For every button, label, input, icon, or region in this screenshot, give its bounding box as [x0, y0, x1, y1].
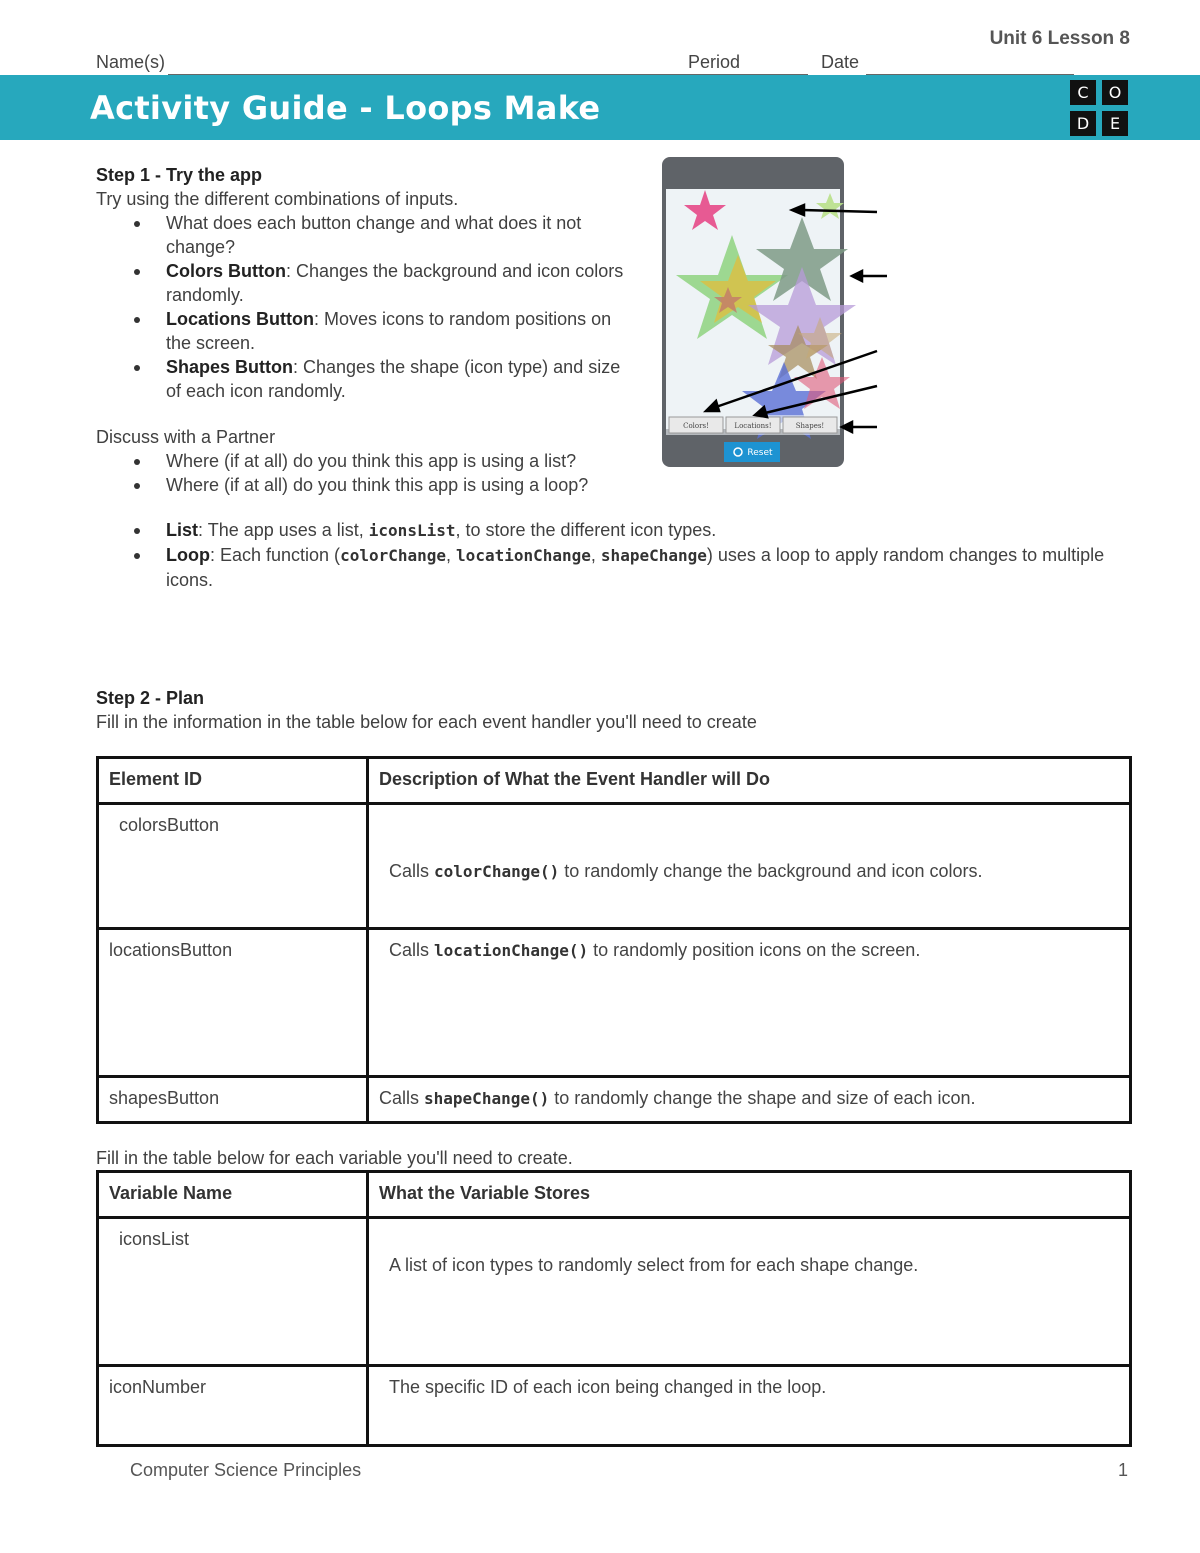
- variable-name-cell: iconsList: [98, 1218, 368, 1366]
- shapes-term: Shapes Button: [166, 357, 294, 377]
- cell-text: Calls: [389, 940, 435, 960]
- element-id-cell: shapesButton: [98, 1077, 368, 1123]
- step2-intro2: Fill in the table below for each variable you'll need to create.: [96, 1148, 573, 1168]
- list-item: [96, 543, 1136, 592]
- locations-term: Locations Button: [166, 309, 314, 329]
- table-row: [98, 1077, 1131, 1123]
- page-title: Activity Guide - Loops Make: [90, 89, 601, 127]
- description-cell: [368, 1077, 1131, 1123]
- app-screenshot: [662, 157, 892, 469]
- q1-text: What does each button change and what does it not change?: [166, 213, 582, 257]
- column-header: Element ID: [98, 758, 368, 804]
- colors-term: Colors Button: [166, 261, 286, 281]
- code-colorchange: colorChange: [340, 546, 447, 565]
- code-locationchange-call: locationChange(): [434, 941, 589, 960]
- code-shapechange-call: shapeChange(): [424, 1089, 550, 1108]
- date-label: Date: [821, 52, 860, 72]
- code-logo: [1070, 80, 1130, 136]
- discuss-q1: Where (if at all) do you think this app is using a list?: [166, 451, 577, 471]
- discuss-q2: Where (if at all) do you think this app is using a loop?: [166, 475, 589, 495]
- app-buttons[interactable]: [669, 417, 837, 433]
- table-row: [98, 929, 1131, 1077]
- description-cell: [368, 804, 1131, 929]
- list-term: List: [166, 520, 199, 540]
- logo-letter: D: [1070, 111, 1096, 136]
- loop-pre: : Each function (: [209, 545, 341, 565]
- name-label: Name(s): [96, 52, 166, 72]
- code-colorchange-call: colorChange(): [434, 862, 560, 881]
- code-locationchange: locationChange: [456, 546, 591, 565]
- page-number: 1: [1117, 1460, 1128, 1480]
- step2-section: [96, 686, 1136, 734]
- colors-button-label: Colors!: [683, 422, 709, 430]
- colors-desc: : Changes the background and icon colors randomly.: [166, 261, 624, 305]
- locations-button-label: Locations!: [734, 422, 772, 430]
- code-shapechange: shapeChange: [600, 546, 707, 565]
- title-banner: [0, 75, 1200, 140]
- loop-post: ) uses a loop to apply random changes to multiple icons.: [166, 545, 1105, 590]
- list-pre: : The app uses a list,: [198, 520, 369, 540]
- step2-heading: Step 2 - Plan: [96, 688, 205, 708]
- arrow-head-icon: [852, 271, 862, 281]
- element-id-cell: locationsButton: [98, 929, 368, 1077]
- step1-intro: Try using the different combinations of inputs.: [96, 189, 459, 209]
- column-header: Variable Name: [98, 1172, 368, 1218]
- code-iconslist: iconsList: [368, 521, 456, 540]
- list-item: [96, 449, 656, 473]
- answers-section: [96, 518, 1136, 592]
- unit-lesson-label: Unit 6 Lesson 8: [989, 28, 1130, 49]
- table-header-row: [98, 1172, 1131, 1218]
- shapes-button-label: Shapes!: [795, 422, 825, 430]
- name-period-date-row: [96, 52, 1076, 76]
- table-row: [98, 1218, 1131, 1366]
- variable-name-cell: iconNumber: [98, 1366, 368, 1446]
- discuss-heading: Discuss with a Partner: [96, 427, 276, 447]
- shapes-desc: : Changes the shape (icon type) and size of each icon randomly.: [166, 357, 621, 401]
- list-item: [96, 355, 626, 403]
- cell-text: to randomly change the shape and size of each icon.: [549, 1088, 976, 1108]
- column-header: Description of What the Event Handler will Do: [368, 758, 1131, 804]
- variables-table: [96, 1170, 1132, 1447]
- list-item: [96, 211, 626, 259]
- logo-letter: O: [1102, 80, 1128, 105]
- logo-letter: C: [1070, 80, 1096, 105]
- step1-heading: Step 1 - Try the app: [96, 165, 263, 185]
- element-id-cell: colorsButton: [98, 804, 368, 929]
- step2-intro: Fill in the information in the table below for each event handler you'll need to create: [96, 712, 757, 732]
- event-handler-table: [96, 756, 1132, 1124]
- description-cell: [368, 929, 1131, 1077]
- table-row: [98, 1366, 1131, 1446]
- locations-desc: : Moves icons to random positions on the screen.: [166, 309, 612, 353]
- list-item: [96, 473, 656, 497]
- period-label: Period: [688, 52, 741, 72]
- reset-button-label: Reset: [747, 448, 773, 458]
- column-header: What the Variable Stores: [368, 1172, 1131, 1218]
- separator: ,: [446, 545, 457, 565]
- cell-text: Calls: [379, 1088, 425, 1108]
- logo-letter: E: [1102, 111, 1128, 136]
- list-item: [96, 518, 1136, 543]
- loop-term: Loop: [166, 545, 210, 565]
- step1-section: [96, 163, 641, 497]
- list-item: [96, 259, 626, 307]
- list-post: , to store the different icon types.: [455, 520, 717, 540]
- cell-text: to randomly change the background and icon colors.: [559, 861, 983, 881]
- variable-desc-cell: The specific ID of each icon being changed in the loop.: [368, 1366, 1131, 1446]
- separator: ,: [590, 545, 601, 565]
- table-row: [98, 804, 1131, 929]
- table-header-row: [98, 758, 1131, 804]
- footer-course: Computer Science Principles: [130, 1460, 362, 1480]
- cell-text: Calls: [389, 861, 435, 881]
- cell-text: to randomly position icons on the screen.: [588, 940, 921, 960]
- list-item: [96, 307, 626, 355]
- variable-desc-cell: A list of icon types to randomly select from for each shape change.: [368, 1218, 1131, 1366]
